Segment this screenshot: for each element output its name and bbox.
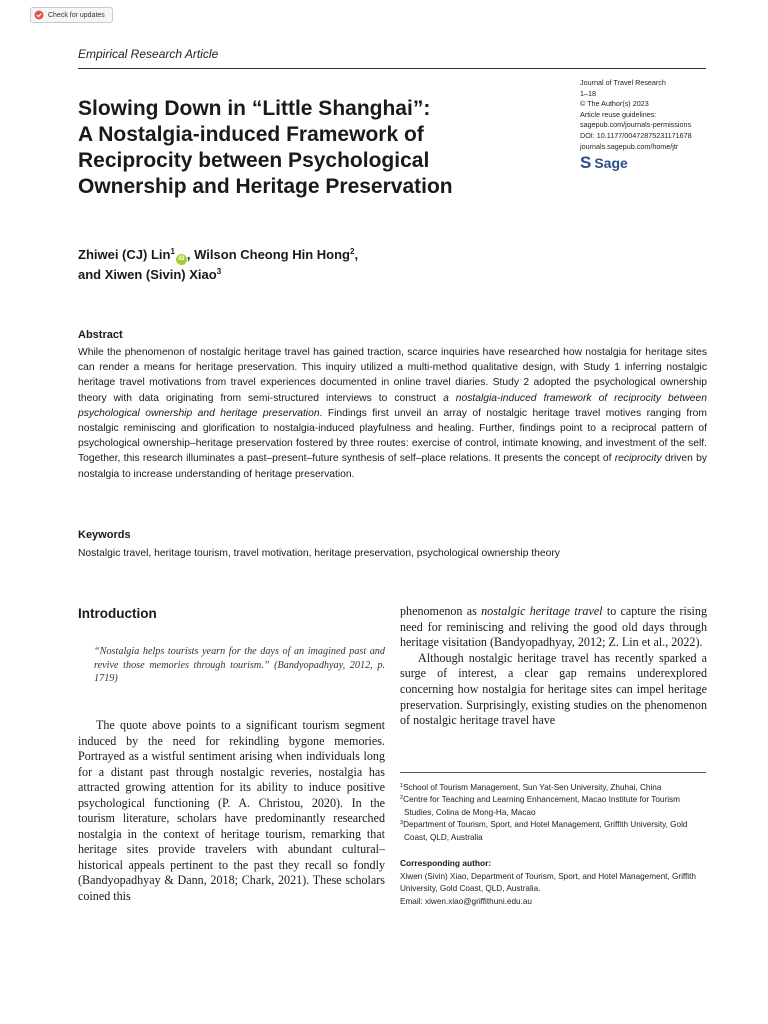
introduction-heading: Introduction: [78, 606, 157, 621]
publisher-name: Sage: [594, 154, 628, 171]
affiliation-item: [400, 782, 710, 794]
body-paragraph: The quote above points to a significant tourism segment induced by the need for rekindling bygone memories. Portrayed as a wistful sentiment arising when individuals long for a distant past through nostalgic reveries, nostalgia has attracted growing attention for its ability to induce positive psychological functioning (P. A. Christou, 2020). In the tourism literature, scholars have predominantly researched nostalgia in the context of heritage tourism, remarking that heritage sites provide travelers with abundant cultural–historical appeals pertinent to the past they recall so fondly (Bandyopadhyay & Dann, 2018; Chark, 2021). These scholars coined this: [78, 718, 385, 903]
title-line-2: A Nostalgia-induced Framework of: [78, 123, 424, 146]
abstract-part: driven by nostalgia to increase understanding of heritage preservation.: [78, 453, 707, 480]
title-line-3: Reciprocity between Psychological: [78, 149, 430, 172]
affiliation-item: [400, 819, 710, 844]
corresponding-heading: Corresponding author:: [400, 858, 492, 868]
abstract-italic: reciprocity: [614, 453, 662, 465]
affiliation-text: Department of Tourism, Sport, and Hotel Management, Griffith University, Gold Coast, QLD, Australia: [403, 820, 688, 842]
check-for-updates-button[interactable]: [30, 7, 113, 23]
abstract-heading: Abstract: [78, 329, 123, 341]
sage-icon: S: [580, 153, 592, 172]
check-updates-icon: [34, 10, 44, 20]
journal-reuse: Article reuse guidelines:: [580, 109, 657, 119]
title-line-1: Slowing Down in “Little Shanghai”:: [78, 97, 431, 120]
author-list: [78, 245, 518, 285]
body-italic: nostalgic heritage travel: [481, 604, 603, 618]
check-updates-label: Check for updates: [48, 11, 105, 19]
title-line-4: Ownership and Heritage Preservation: [78, 175, 453, 198]
affiliation-item: [400, 794, 710, 819]
epigraph-quote: “Nostalgia helps tourists yearn for the days of an imagined past and revive those memories through tourism.” (Bandyopadhyay, 2012, p. 1719): [94, 646, 385, 685]
publisher-logo: [580, 154, 628, 171]
body-text: phenomenon as: [400, 604, 482, 618]
keywords-heading: Keywords: [78, 529, 131, 541]
affiliation-text: School of Tourism Management, Sun Yat-Sen University, Zhuhai, China: [403, 783, 662, 792]
affiliation-number: 3: [400, 820, 404, 827]
author-1: Zhiwei (CJ) Lin: [78, 247, 171, 262]
journal-doi[interactable]: DOI: 10.1177/00472875231171678: [580, 130, 692, 140]
author-1-affil: 1: [170, 247, 175, 256]
body-text: to capture the rising need for reminiscing and reliving the good old days through heritage visitation (Bandyopadhyay, 2012; Z. Lin et al., 2022).: [400, 604, 707, 650]
abstract-part: . Findings first unveil an array of nostalgic heritage travel motives ranging from nostalgic reminiscing and glorification to nostalgia-induced playfulness and healing. Further, findings point to a reciprocal pattern of psychological ownership–heritage preservation fostered by three routes: exercise of control, intimate knowing, and investment of the self. Together, this research illuminates a past–present–future synthesis of self–place relations. It presents the concept of: [78, 407, 707, 465]
body-column-right: [400, 604, 707, 729]
affiliation-text: Centre for Teaching and Learning Enhancement, Macao Institute for Tourism Studies, Colina de Mong-Ha, Macao: [403, 795, 680, 817]
corresponding-email[interactable]: Email: xiwen.xiao@griffithuni.edu.au: [400, 896, 532, 906]
body-paragraph: [400, 604, 707, 651]
author-separator: ,: [354, 247, 359, 262]
keywords-text: Nostalgic travel, heritage tourism, travel motivation, heritage preservation, psychological ownership theory: [78, 548, 560, 559]
journal-copyright: © The Author(s) 2023: [580, 99, 649, 109]
article-type: Empirical Research Article: [78, 47, 219, 61]
body-column-left: [78, 718, 385, 904]
journal-pages: 1–18: [580, 88, 596, 98]
author-3: Xiwen (Sivin) Xiao: [104, 267, 217, 282]
header-divider: [78, 68, 706, 69]
paper-title: [78, 96, 508, 200]
orcid-icon[interactable]: iD: [176, 254, 187, 265]
affiliations: [400, 782, 710, 844]
journal-name: Journal of Travel Research: [580, 78, 666, 87]
author-2-affil: 2: [350, 247, 355, 256]
footnote-divider: [400, 772, 706, 773]
abstract-text: [78, 345, 707, 482]
author-2: Wilson Cheong Hin Hong: [194, 247, 351, 262]
abstract-part: While the phenomenon of nostalgic heritage travel has gained traction, scarce inquiries have researched how nostalgia for heritage sites can render a means for heritage preservation. This inquiry utilized a multi-method qualitative design, with Study 1 inferring nostalgic heritage travel motivations from travel experiences documented in online travel diaries. Study 2 adopted the psychological ownership theory with data originating from semi-structured interviews to construct: [78, 347, 707, 404]
journal-info: [580, 78, 750, 152]
corresponding-details: [400, 871, 710, 908]
affiliation-number: 2: [400, 795, 404, 802]
abstract-italic: a nostalgia-induced framework of reciprocity between psychological ownership and heritage preservation: [78, 392, 707, 419]
journal-reuse-link[interactable]: sagepub.com/journals-permissions: [580, 120, 692, 130]
affiliation-number: 1: [400, 783, 404, 789]
author-conjunction: and: [78, 267, 105, 282]
body-paragraph: Although nostalgic heritage travel has recently sparked a surge of interest, a clear gap remains underexplored concerning how nostalgia for heritage sites can impel heritage preservation. Surprisingly, existing studies on the phenomenon of nostalgic heritage travel have: [400, 650, 707, 728]
corresponding-address: Xiwen (Sivin) Xiao, Department of Tourism, Sport, and Hotel Management, Griffith University, Gold Coast, QLD, Australia.: [400, 872, 696, 894]
author-3-affil: 3: [216, 267, 222, 276]
journal-home-link[interactable]: journals.sagepub.com/home/jtr: [580, 141, 679, 151]
author-separator: ,: [186, 247, 195, 262]
